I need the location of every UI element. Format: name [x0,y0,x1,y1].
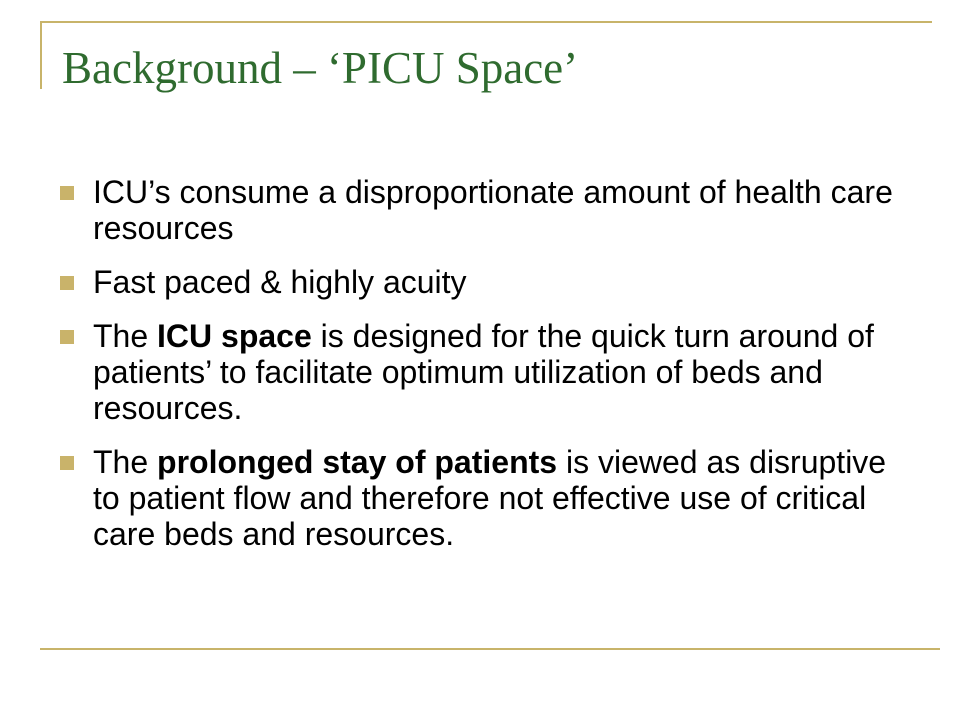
bullet-item [60,264,900,300]
bullet-text: Fast paced & highly acuity [93,264,467,300]
bullet-text: ICU’s consume a disproportionate amount of health care resources [93,174,893,246]
bullet-text-end: is designed for the quick turn around of patients’ to facilitate optimum utilization of beds and resources. [93,318,874,426]
square-bullet-icon [60,186,74,200]
bullet-text-start: The [93,318,158,354]
bullet-item [60,318,900,426]
bullet-item [60,174,900,246]
bullet-emphasis: prolonged stay of patients [157,444,558,480]
bullet-list [60,174,900,570]
square-bullet-icon [60,456,74,470]
bullet-emphasis: ICU space [157,318,312,354]
bullet-text-end: is viewed as disruptive to patient flow and therefore not effective use of critical care beds and resources. [93,444,887,552]
bullet-item [60,444,900,552]
bullet-text-start: The [93,444,158,480]
bottom-rule [40,648,940,650]
left-rule [40,21,42,89]
slide-title: Background – ‘PICU Space’ [62,43,579,93]
square-bullet-icon [60,276,74,290]
square-bullet-icon [60,330,74,344]
top-rule [40,21,932,23]
